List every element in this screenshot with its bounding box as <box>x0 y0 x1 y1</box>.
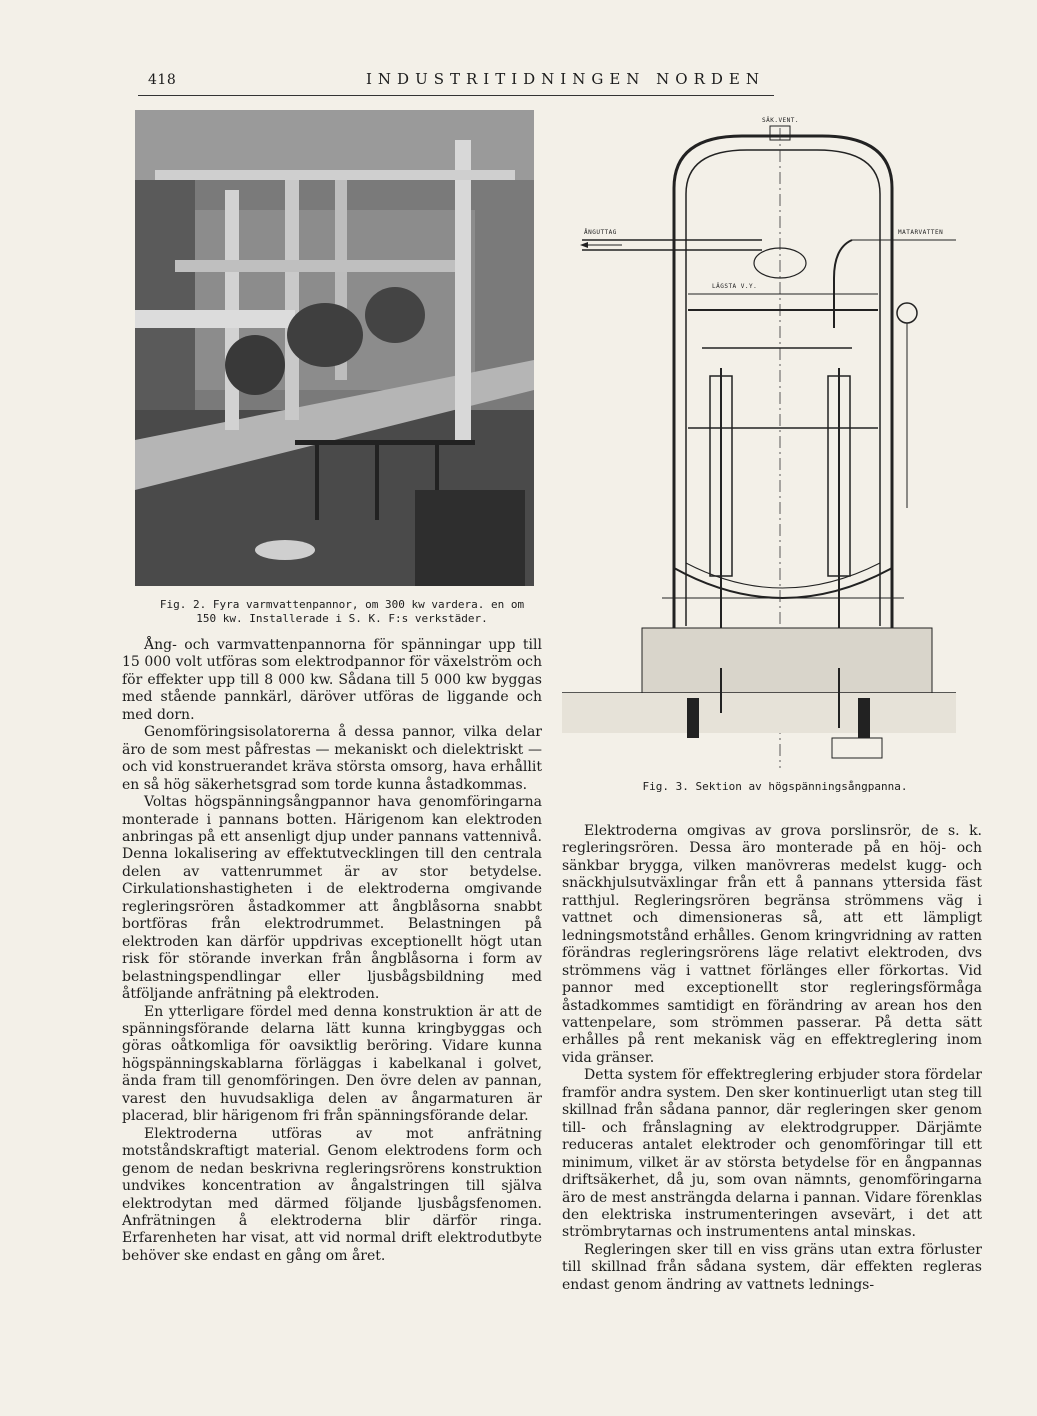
label-safety-valve: SÄK.VENT. <box>762 117 800 124</box>
paragraph: Regleringen sker till en viss gräns utan extra förluster till skillnad från sådana system, där effekten regleras endast genom ändring av vattnets lednings- <box>562 1241 982 1293</box>
boiler-room-photo <box>135 110 534 586</box>
figure-2-caption: Fig. 2. Fyra varmvattenpannor, om 300 kw vardera. en om 150 kw. Installerade i S. K. F:s verkstäder. <box>159 598 525 625</box>
paragraph: En ytterligare fördel med denna konstruktion är att de spänningsförande delarna lätt kunna kringbyggas och göras oåtkomliga för oavsiktlig beröring. Vidare kunna högspänningskablarna förläggas i kabelkanal i golvet, ända fram till genomföringen. Den övre delen av pannan, varest den huvudsakliga delen av ångarmaturen är placerad, blir härigenom fri från spänningsförande delar. <box>122 1003 542 1125</box>
paragraph: Genomföringsisolatorerna å dessa pannor, vilka delar äro de som mest påfrestas — mekaniskt och dielektriskt — och vid konstruerandet kräva största omsorg, hava erhållit en så hög säkerhetsgrad som torde kunna åstadkommas. <box>122 724 542 793</box>
label-steam-outlet: ÅNGUTTAG <box>584 229 617 236</box>
right-column <box>562 823 982 1294</box>
paragraph: Detta system för effektreglering erbjuder stora fördelar framför andra system. Den sker kontinuerligt utan steg till skillnad från sådana pannor, där regleringen sker genom till- och frånslagning av elektrodgrupper. Därjämte reduceras antalet elektroder och genomföringar till ett minimum, vilket är av största betydelse för en ångpannas driftsäkerhet, då ju, som ovan nämnts, genomföringarna äro de mest ansträngda delarna i pannan. Vidare förenklas den elektriska instrumenteringen avsevärt, i det att strömbrytarnas och instrumentens antal minskas. <box>562 1067 982 1241</box>
label-feed-water: MATARVATTEN <box>898 229 944 236</box>
paragraph: Elektroderna omgivas av grova porslinsrör, de s. k. regleringsrören. Dessa äro monterade på en höj- och sänkbar brygga, vilken manövreras medelst kugg- och snäckhjulsutväxlingar från ett å pannans yttersida fäst ratthjul. Regleringsrören begränsa strömmens väg i vattnet och dimensioneras så, att ett lämpligt ledningsmotstånd erhålles. Genom kringvridning av ratten förändras regleringsrörens läge relativt elektroden, dvs strömmens väg i vattnet förlänges eller förkortas. Vid pannor med exceptionellt stor regleringsförmåga åstadkommes samtidigt en förändring av arean hos den vattenpelare, som strömmen passerar. På detta sätt erhålles på rent mekanisk väg en effektreglering inom vida gränser. <box>562 823 982 1066</box>
paragraph: Voltas högspänningsångpannor hava genomföringarna monterade i pannans botten. Härigenom kan elektroden anbringas på ett ansenligt djup under pannans vattennivå. Denna lokalisering av effektutvecklingen till den centrala delen av vattenrummet är av stor betydelse. Cirkulationshastigheten i de elektroderna omgivande regleringsrören åstadkommer att ångblåsorna snabbt bortföras från elektrodrummet. Belastningen på elektroden kan därför uppdrivas exceptionellt högt utan risk för störande inverkan från ångblåsorna i form av belastningspendlingar eller ljusbågsbildning med åtföljande anfrätning på elektroden. <box>122 794 542 1003</box>
boiler-section-diagram <box>562 108 956 778</box>
header-rule <box>138 95 774 96</box>
paragraph: Elektroderna utföras av mot anfrätning motståndskraftigt material. Genom elektrodens form och genom de nedan beskrivna regleringsrörens konstruktion undvikes koncentration av ångalstringen till själva elektrodytan med därmed följande ljusbågsfenomen. Anfrätningen å elektroderna blir därför ringa. Erfarenheten har visat, att vid normal drift elektrodutbyte behöver ske endast en gång om året. <box>122 1125 542 1264</box>
left-column <box>122 637 542 1265</box>
paragraph: Ång- och varmvattenpannorna för spänningar upp till 15 000 volt utföras som elektrodpannor för växelström och för effekter upp till 8 000 kw. Sådana till 5 000 kw byggas med stående pannkärl, däröver utföras de liggande och med dorn. <box>122 637 542 723</box>
page-number: 418 <box>148 72 177 88</box>
figure-3-caption: Fig. 3. Sektion av högspänningsångpanna. <box>642 780 908 793</box>
running-head: INDUSTRITIDNINGEN NORDEN <box>366 70 765 88</box>
label-lowest-level: LÄGSTA V.Y. <box>712 283 758 290</box>
